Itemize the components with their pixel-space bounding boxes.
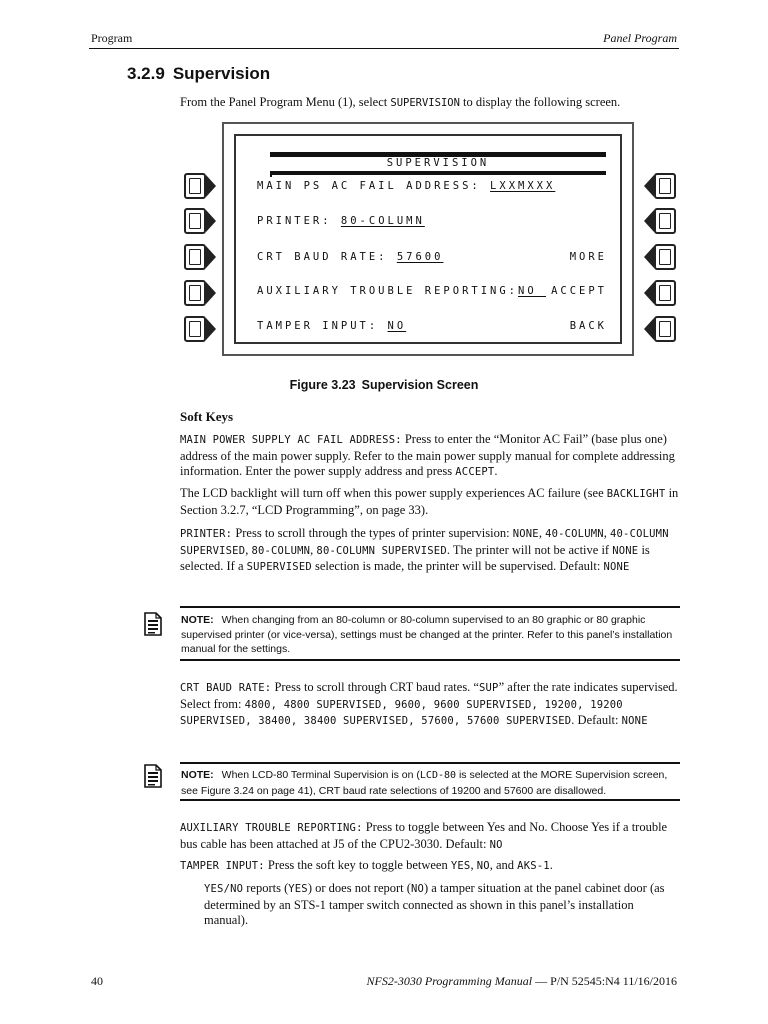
softkey-left-4[interactable] (184, 280, 212, 306)
note-label: NOTE: (181, 769, 214, 781)
softkey-button-icon (184, 173, 206, 199)
running-header-right: Panel Program (603, 31, 677, 45)
note-rule-top (180, 762, 680, 764)
arrow-right-icon (206, 282, 216, 304)
softkey-right-1[interactable] (648, 173, 676, 199)
softkey-button-icon (184, 280, 206, 306)
term-crt-baud-rate: CRT BAUD RATE: (180, 682, 272, 694)
arrow-right-icon (206, 175, 216, 197)
softkey-button-icon (184, 244, 206, 270)
paragraph-text: selection is made, the printer will be supervised. Default: (311, 559, 604, 573)
arrow-right-icon (206, 318, 216, 340)
paragraph-text: reports ( (243, 881, 289, 895)
inline-key: NONE (612, 544, 639, 557)
inline-key: NO (476, 860, 490, 872)
running-header-left: Program (91, 31, 133, 45)
inline-key: YES (450, 860, 471, 872)
softkey-right-2[interactable] (648, 208, 676, 234)
arrow-left-icon (644, 175, 654, 197)
intro-text-end: to display the following screen. (459, 95, 621, 109)
inline-key: ACCEPT (455, 466, 495, 478)
paragraph-text: , (470, 858, 477, 872)
softkey-button-icon (654, 208, 676, 234)
lcd-title: SUPERVISION (386, 157, 490, 169)
lcd-value: 80-COLUMN (340, 215, 425, 227)
paragraph-text: Press the soft key to toggle between (264, 858, 451, 872)
softkey-left-2[interactable] (184, 208, 212, 234)
inline-key: NO (410, 883, 424, 895)
paragraph-text: Press to scroll through CRT baud rates. “ (271, 680, 479, 694)
manual-part-number: — P/N 52545:N4 11/16/2016 (532, 974, 677, 988)
note-rule-bottom (180, 799, 680, 801)
lcd-option-accept: ACCEPT (551, 285, 607, 297)
paragraph-text: Press to scroll through the types of printer supervision: (232, 526, 513, 540)
lcd-option-more: MORE (569, 251, 607, 263)
paragraph-text: ) or does not report ( (307, 881, 411, 895)
note-rule-bottom (180, 659, 680, 661)
softkey-button-icon (184, 316, 206, 342)
inline-key: LCD-80 (419, 770, 457, 781)
header-rule (89, 48, 679, 49)
section-heading (127, 64, 270, 84)
softkey-left-1[interactable] (184, 173, 212, 199)
paragraph-text: ) a tamper situation at the panel cabinet door (as determined by an STS-1 tamper switch connected as shown in this panel’s installation manual). (204, 881, 665, 927)
softkey-button-icon (654, 244, 676, 270)
inline-key: YES (288, 883, 308, 895)
paragraph-text: is selected. If a (180, 542, 650, 573)
arrow-left-icon (644, 246, 654, 268)
paragraph-text: in Section 3.2.7, “LCD Programming”, on page 33). (180, 486, 679, 517)
note-printer (181, 613, 679, 657)
note-document-icon (144, 612, 162, 636)
paragraph-text: , and (489, 858, 518, 872)
inline-key: SUP (479, 682, 499, 694)
inline-key: 80-COLUMN (251, 544, 311, 557)
note-rule-top (180, 606, 680, 608)
arrow-right-icon (206, 210, 216, 232)
section-number: 3.2.9 (127, 64, 165, 83)
inline-key: NONE (603, 561, 630, 573)
inline-key: NONE (621, 715, 648, 727)
figure-caption (0, 378, 768, 392)
paragraph-tamper-detail (204, 881, 680, 929)
paragraph-text: . (549, 858, 553, 872)
note-body: is selected at the MORE Supervision screen, see Figure 3.24 on page 41), CRT baud rate selections of 19200 and 57600 are disallowed. (181, 769, 668, 797)
term-tamper-input: TAMPER INPUT: (180, 860, 265, 872)
paragraph-auxiliary-trouble (180, 820, 680, 853)
lcd-label: AUXILIARY TROUBLE REPORTING: (257, 285, 519, 297)
note-body: When changing from an 80-column or 80-column supervised to an 80 graphic or 80 graphic supervised printer (or vice-versa), settings must be changed at the printer. Refer to this panel’s installation manual for the settings. (181, 614, 673, 655)
softkey-button-icon (654, 316, 676, 342)
paragraph-text: . The printer will not be active if (446, 542, 613, 557)
page-number: 40 (91, 974, 103, 988)
paragraph-text: Press to enter the “Monitor AC Fail” (base plus one) address of the main power supply. Refer to the main power supply manual for complete addressing information. Enter the power supply address and press (180, 432, 675, 478)
intro-text-start: From the Panel Program Menu (1), select (180, 95, 391, 109)
softkey-button-icon (654, 280, 676, 306)
softkey-button-icon (184, 208, 206, 234)
intro-text (180, 95, 620, 110)
arrow-left-icon (644, 210, 654, 232)
inline-key: 40-COLUMN (545, 528, 604, 540)
inline-key: NONE (512, 528, 539, 540)
paragraph-text: The LCD backlight will turn off when this power supply experiences AC failure (see (180, 486, 607, 500)
lcd-value: LXXMXXX (490, 180, 556, 192)
lcd-option-back: BACK (569, 320, 607, 332)
paragraph-text: , (245, 542, 252, 557)
paragraph-main-power-supply (180, 432, 680, 481)
arrow-right-icon (206, 246, 216, 268)
softkey-button-icon (654, 173, 676, 199)
lcd-label: PRINTER: (257, 215, 341, 227)
paragraph-tamper-input (180, 858, 680, 875)
note-body: When LCD-80 Terminal Supervision is on ( (221, 769, 420, 781)
inline-key: BACKLIGHT (606, 488, 666, 500)
paragraph-text: ” after the rate indicates supervised. Select from: (180, 680, 678, 711)
arrow-left-icon (644, 282, 654, 304)
lcd-value: 57600 (396, 251, 444, 263)
note-lcd-80 (181, 768, 679, 798)
inline-key-list: 4800, 4800 SUPERVISED, 9600, 9600 SUPERVISED, 19200, 19200 SUPERVISED, 38400, 38400 SUPERVISED, 57600, 57600 SUPERVISED (180, 698, 623, 727)
lcd-label: TAMPER INPUT: (257, 320, 388, 332)
paragraph-backlight (180, 486, 680, 518)
paragraph-text: , (603, 526, 611, 540)
intro-key-supervision: SUPERVISION (390, 97, 460, 109)
softkey-right-3-more[interactable] (648, 244, 676, 270)
paragraph-text: . (494, 464, 498, 478)
paragraph-printer (180, 526, 680, 576)
term-main-power-supply: MAIN POWER SUPPLY AC FAIL ADDRESS: (180, 434, 402, 446)
paragraph-text: , (310, 542, 317, 557)
lcd-value: NO (387, 320, 407, 332)
panel-frame-inner (234, 134, 622, 344)
inline-key: NO (489, 838, 503, 851)
paragraph-text: . Default: (571, 713, 622, 727)
inline-key: 80-COLUMN SUPERVISED (316, 544, 447, 557)
paragraph-text: , (538, 526, 546, 540)
lcd-label: MAIN PS AC FAIL ADDRESS: (257, 180, 491, 192)
softkey-right-5-back[interactable] (648, 316, 676, 342)
softkey-left-5[interactable] (184, 316, 212, 342)
section-title: Supervision (172, 64, 271, 83)
lcd-value: NO (518, 285, 546, 297)
running-footer (367, 974, 677, 989)
term-printer: PRINTER: (180, 528, 233, 540)
inline-key: 40-COLUMN SUPERVISED (180, 528, 669, 557)
figure-number: Figure 3.23 (289, 378, 356, 392)
figure-title: Supervision Screen (361, 378, 479, 392)
softkey-right-4-accept[interactable] (648, 280, 676, 306)
paragraph-text: Press to toggle between Yes and No. Choose Yes if a trouble bus cable has been attached at J5 of the CPU2-3030. Default: (180, 820, 668, 851)
lcd-label: CRT BAUD RATE: (257, 251, 397, 263)
paragraph-crt-baud-rate (180, 680, 680, 730)
inline-key: SUPERVISED (246, 561, 312, 573)
inline-key: AKS-1 (517, 860, 550, 872)
inline-key: YES/NO (204, 883, 244, 895)
softkey-left-3[interactable] (184, 244, 212, 270)
term-auxiliary-trouble-reporting: AUXILIARY TROUBLE REPORTING: (180, 822, 363, 834)
note-document-icon (144, 764, 162, 788)
soft-keys-heading: Soft Keys (180, 409, 234, 424)
note-label: NOTE: (181, 614, 214, 626)
arrow-left-icon (644, 318, 654, 340)
manual-title: NFS2-3030 Programming Manual (366, 974, 533, 988)
